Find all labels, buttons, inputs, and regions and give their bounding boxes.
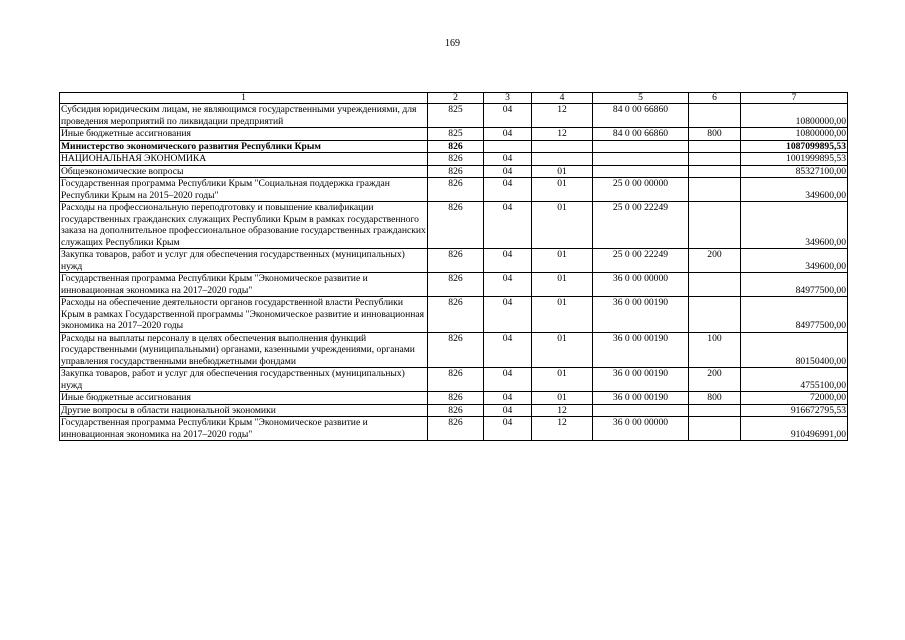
- row-ministry-code-cell: 826: [428, 417, 484, 441]
- row-subsection-cell: 12: [532, 104, 593, 128]
- table-row: [60, 417, 848, 441]
- table-row: [60, 153, 848, 166]
- row-section-cell: 04: [484, 104, 532, 128]
- row-ministry-code-cell: 825: [428, 128, 484, 141]
- row-amount-cell: 85327100,00: [741, 165, 848, 178]
- row-amount-cell: 84977500,00: [741, 297, 848, 333]
- row-name-cell: НАЦИОНАЛЬНАЯ ЭКОНОМИКА: [60, 153, 428, 166]
- row-name-cell: Расходы на выплаты персоналу в целях обеспечения выполнения функций государственными (муниципальными) органами, казенными учреждениями, органами управления государственными внебюджетными фондами: [60, 332, 428, 368]
- row-expense-type-cell: [689, 153, 741, 166]
- row-amount-cell: 916672795,53: [741, 404, 848, 417]
- row-amount-cell: 349600,00: [741, 178, 848, 202]
- row-subsection-cell: 12: [532, 417, 593, 441]
- row-name-cell: Субсидия юридическим лицам, не являющимся государственными учреждениями, для проведения мероприятий по ликвидации предприятий: [60, 104, 428, 128]
- row-target-article-cell: 84 0 00 66860: [593, 104, 689, 128]
- header-cell: 4: [532, 93, 593, 104]
- row-name-cell: Общеэкономические вопросы: [60, 165, 428, 178]
- row-expense-type-cell: [689, 417, 741, 441]
- row-section-cell: 04: [484, 153, 532, 166]
- table-row: [60, 297, 848, 333]
- row-section-cell: 04: [484, 249, 532, 273]
- row-amount-cell: 84977500,00: [741, 273, 848, 297]
- header-cell: 6: [689, 93, 741, 104]
- row-subsection-cell: 01: [532, 165, 593, 178]
- row-section-cell: 04: [484, 273, 532, 297]
- row-subsection-cell: 01: [532, 202, 593, 249]
- row-subsection-cell: [532, 153, 593, 166]
- row-subsection-cell: [532, 140, 593, 153]
- row-ministry-code-cell: 826: [428, 178, 484, 202]
- row-target-article-cell: 36 0 00 00190: [593, 297, 689, 333]
- row-name-cell: Другие вопросы в области национальной экономики: [60, 404, 428, 417]
- row-section-cell: 04: [484, 178, 532, 202]
- table-row: [60, 368, 848, 392]
- row-section-cell: 04: [484, 368, 532, 392]
- header-cell: 5: [593, 93, 689, 104]
- row-name-cell: Иные бюджетные ассигнования: [60, 392, 428, 405]
- table-row: [60, 202, 848, 249]
- row-ministry-code-cell: 826: [428, 140, 484, 153]
- row-amount-cell: 1001999895,53: [741, 153, 848, 166]
- row-ministry-code-cell: 826: [428, 273, 484, 297]
- row-amount-cell: 10800000,00: [741, 128, 848, 141]
- row-subsection-cell: 01: [532, 178, 593, 202]
- row-target-article-cell: [593, 165, 689, 178]
- row-name-cell: Закупка товаров, работ и услуг для обеспечения государственных (муниципальных) нужд: [60, 249, 428, 273]
- row-section-cell: 04: [484, 404, 532, 417]
- row-amount-cell: 10800000,00: [741, 104, 848, 128]
- row-expense-type-cell: 200: [689, 368, 741, 392]
- row-subsection-cell: 01: [532, 368, 593, 392]
- row-expense-type-cell: [689, 404, 741, 417]
- row-target-article-cell: [593, 153, 689, 166]
- row-name-cell: Закупка товаров, работ и услуг для обеспечения государственных (муниципальных) нужд: [60, 368, 428, 392]
- header-row: [60, 93, 848, 104]
- table-row: [60, 273, 848, 297]
- row-amount-cell: 1087099895,53: [741, 140, 848, 153]
- budget-table: [59, 92, 848, 441]
- row-section-cell: [484, 140, 532, 153]
- row-subsection-cell: 12: [532, 128, 593, 141]
- row-expense-type-cell: [689, 273, 741, 297]
- row-subsection-cell: 01: [532, 392, 593, 405]
- row-name-cell: Расходы на обеспечение деятельности органов государственной власти Республики Крым в рамках Государственной программы "Экономическое развитие и инновационная экономика на 2017–2020 годы: [60, 297, 428, 333]
- header-cell: 7: [741, 93, 848, 104]
- row-target-article-cell: [593, 140, 689, 153]
- row-ministry-code-cell: 826: [428, 392, 484, 405]
- header-cell: 3: [484, 93, 532, 104]
- row-target-article-cell: 36 0 00 00190: [593, 392, 689, 405]
- row-name-cell: Государственная программа Республики Крым "Экономическое развитие и инновационная экономика на 2017–2020 годы": [60, 273, 428, 297]
- row-target-article-cell: 36 0 00 00000: [593, 417, 689, 441]
- row-target-article-cell: [593, 404, 689, 417]
- table-row: [60, 392, 848, 405]
- row-ministry-code-cell: 826: [428, 153, 484, 166]
- row-subsection-cell: 01: [532, 273, 593, 297]
- row-section-cell: 04: [484, 392, 532, 405]
- header-cell: 2: [428, 93, 484, 104]
- row-ministry-code-cell: 826: [428, 404, 484, 417]
- table-row: [60, 178, 848, 202]
- row-target-article-cell: 36 0 00 00190: [593, 332, 689, 368]
- row-name-cell: Государственная программа Республики Крым "Социальная поддержка граждан Республики Крым на 2015–2020 годы": [60, 178, 428, 202]
- table-row: [60, 128, 848, 141]
- row-ministry-code-cell: 826: [428, 249, 484, 273]
- table-row: [60, 332, 848, 368]
- row-section-cell: 04: [484, 417, 532, 441]
- row-section-cell: 04: [484, 165, 532, 178]
- row-ministry-code-cell: 825: [428, 104, 484, 128]
- row-ministry-code-cell: 826: [428, 368, 484, 392]
- row-expense-type-cell: [689, 104, 741, 128]
- row-expense-type-cell: 200: [689, 249, 741, 273]
- row-expense-type-cell: [689, 178, 741, 202]
- row-subsection-cell: 01: [532, 249, 593, 273]
- row-amount-cell: 4755100,00: [741, 368, 848, 392]
- row-amount-cell: 910496991,00: [741, 417, 848, 441]
- row-ministry-code-cell: 826: [428, 165, 484, 178]
- row-amount-cell: 80150400,00: [741, 332, 848, 368]
- row-target-article-cell: 84 0 00 66860: [593, 128, 689, 141]
- row-target-article-cell: 25 0 00 22249: [593, 249, 689, 273]
- row-expense-type-cell: [689, 202, 741, 249]
- row-amount-cell: 349600,00: [741, 202, 848, 249]
- row-expense-type-cell: [689, 140, 741, 153]
- header-cell: 1: [60, 93, 428, 104]
- row-expense-type-cell: [689, 165, 741, 178]
- row-section-cell: 04: [484, 332, 532, 368]
- table-row: [60, 249, 848, 273]
- row-amount-cell: 72000,00: [741, 392, 848, 405]
- row-target-article-cell: 25 0 00 00000: [593, 178, 689, 202]
- table-row: [60, 404, 848, 417]
- row-target-article-cell: 36 0 00 00190: [593, 368, 689, 392]
- row-subsection-cell: 01: [532, 297, 593, 333]
- table-row: [60, 165, 848, 178]
- row-expense-type-cell: 100: [689, 332, 741, 368]
- table-row: [60, 140, 848, 153]
- table-row: [60, 104, 848, 128]
- row-section-cell: 04: [484, 202, 532, 249]
- row-amount-cell: 349600,00: [741, 249, 848, 273]
- row-name-cell: Государственная программа Республики Крым "Экономическое развитие и инновационная экономика на 2017–2020 годы": [60, 417, 428, 441]
- row-section-cell: 04: [484, 297, 532, 333]
- row-ministry-code-cell: 826: [428, 297, 484, 333]
- row-subsection-cell: 12: [532, 404, 593, 417]
- row-name-cell: Иные бюджетные ассигнования: [60, 128, 428, 141]
- row-section-cell: 04: [484, 128, 532, 141]
- row-expense-type-cell: 800: [689, 392, 741, 405]
- row-expense-type-cell: 800: [689, 128, 741, 141]
- row-name-cell: Министерство экономического развития Республики Крым: [60, 140, 428, 153]
- row-ministry-code-cell: 826: [428, 202, 484, 249]
- row-target-article-cell: 36 0 00 00000: [593, 273, 689, 297]
- row-expense-type-cell: [689, 297, 741, 333]
- page-number: 169: [445, 38, 460, 49]
- row-name-cell: Расходы на профессиональную переподготовку и повышение квалификации государственных гражданских служащих Республики Крым в рамках государственного заказа на дополнительное профессиональное образование государственных гражданских служащих Республики Крым: [61, 202, 426, 248]
- row-target-article-cell: 25 0 00 22249: [593, 202, 689, 249]
- row-ministry-code-cell: 826: [428, 332, 484, 368]
- row-subsection-cell: 01: [532, 332, 593, 368]
